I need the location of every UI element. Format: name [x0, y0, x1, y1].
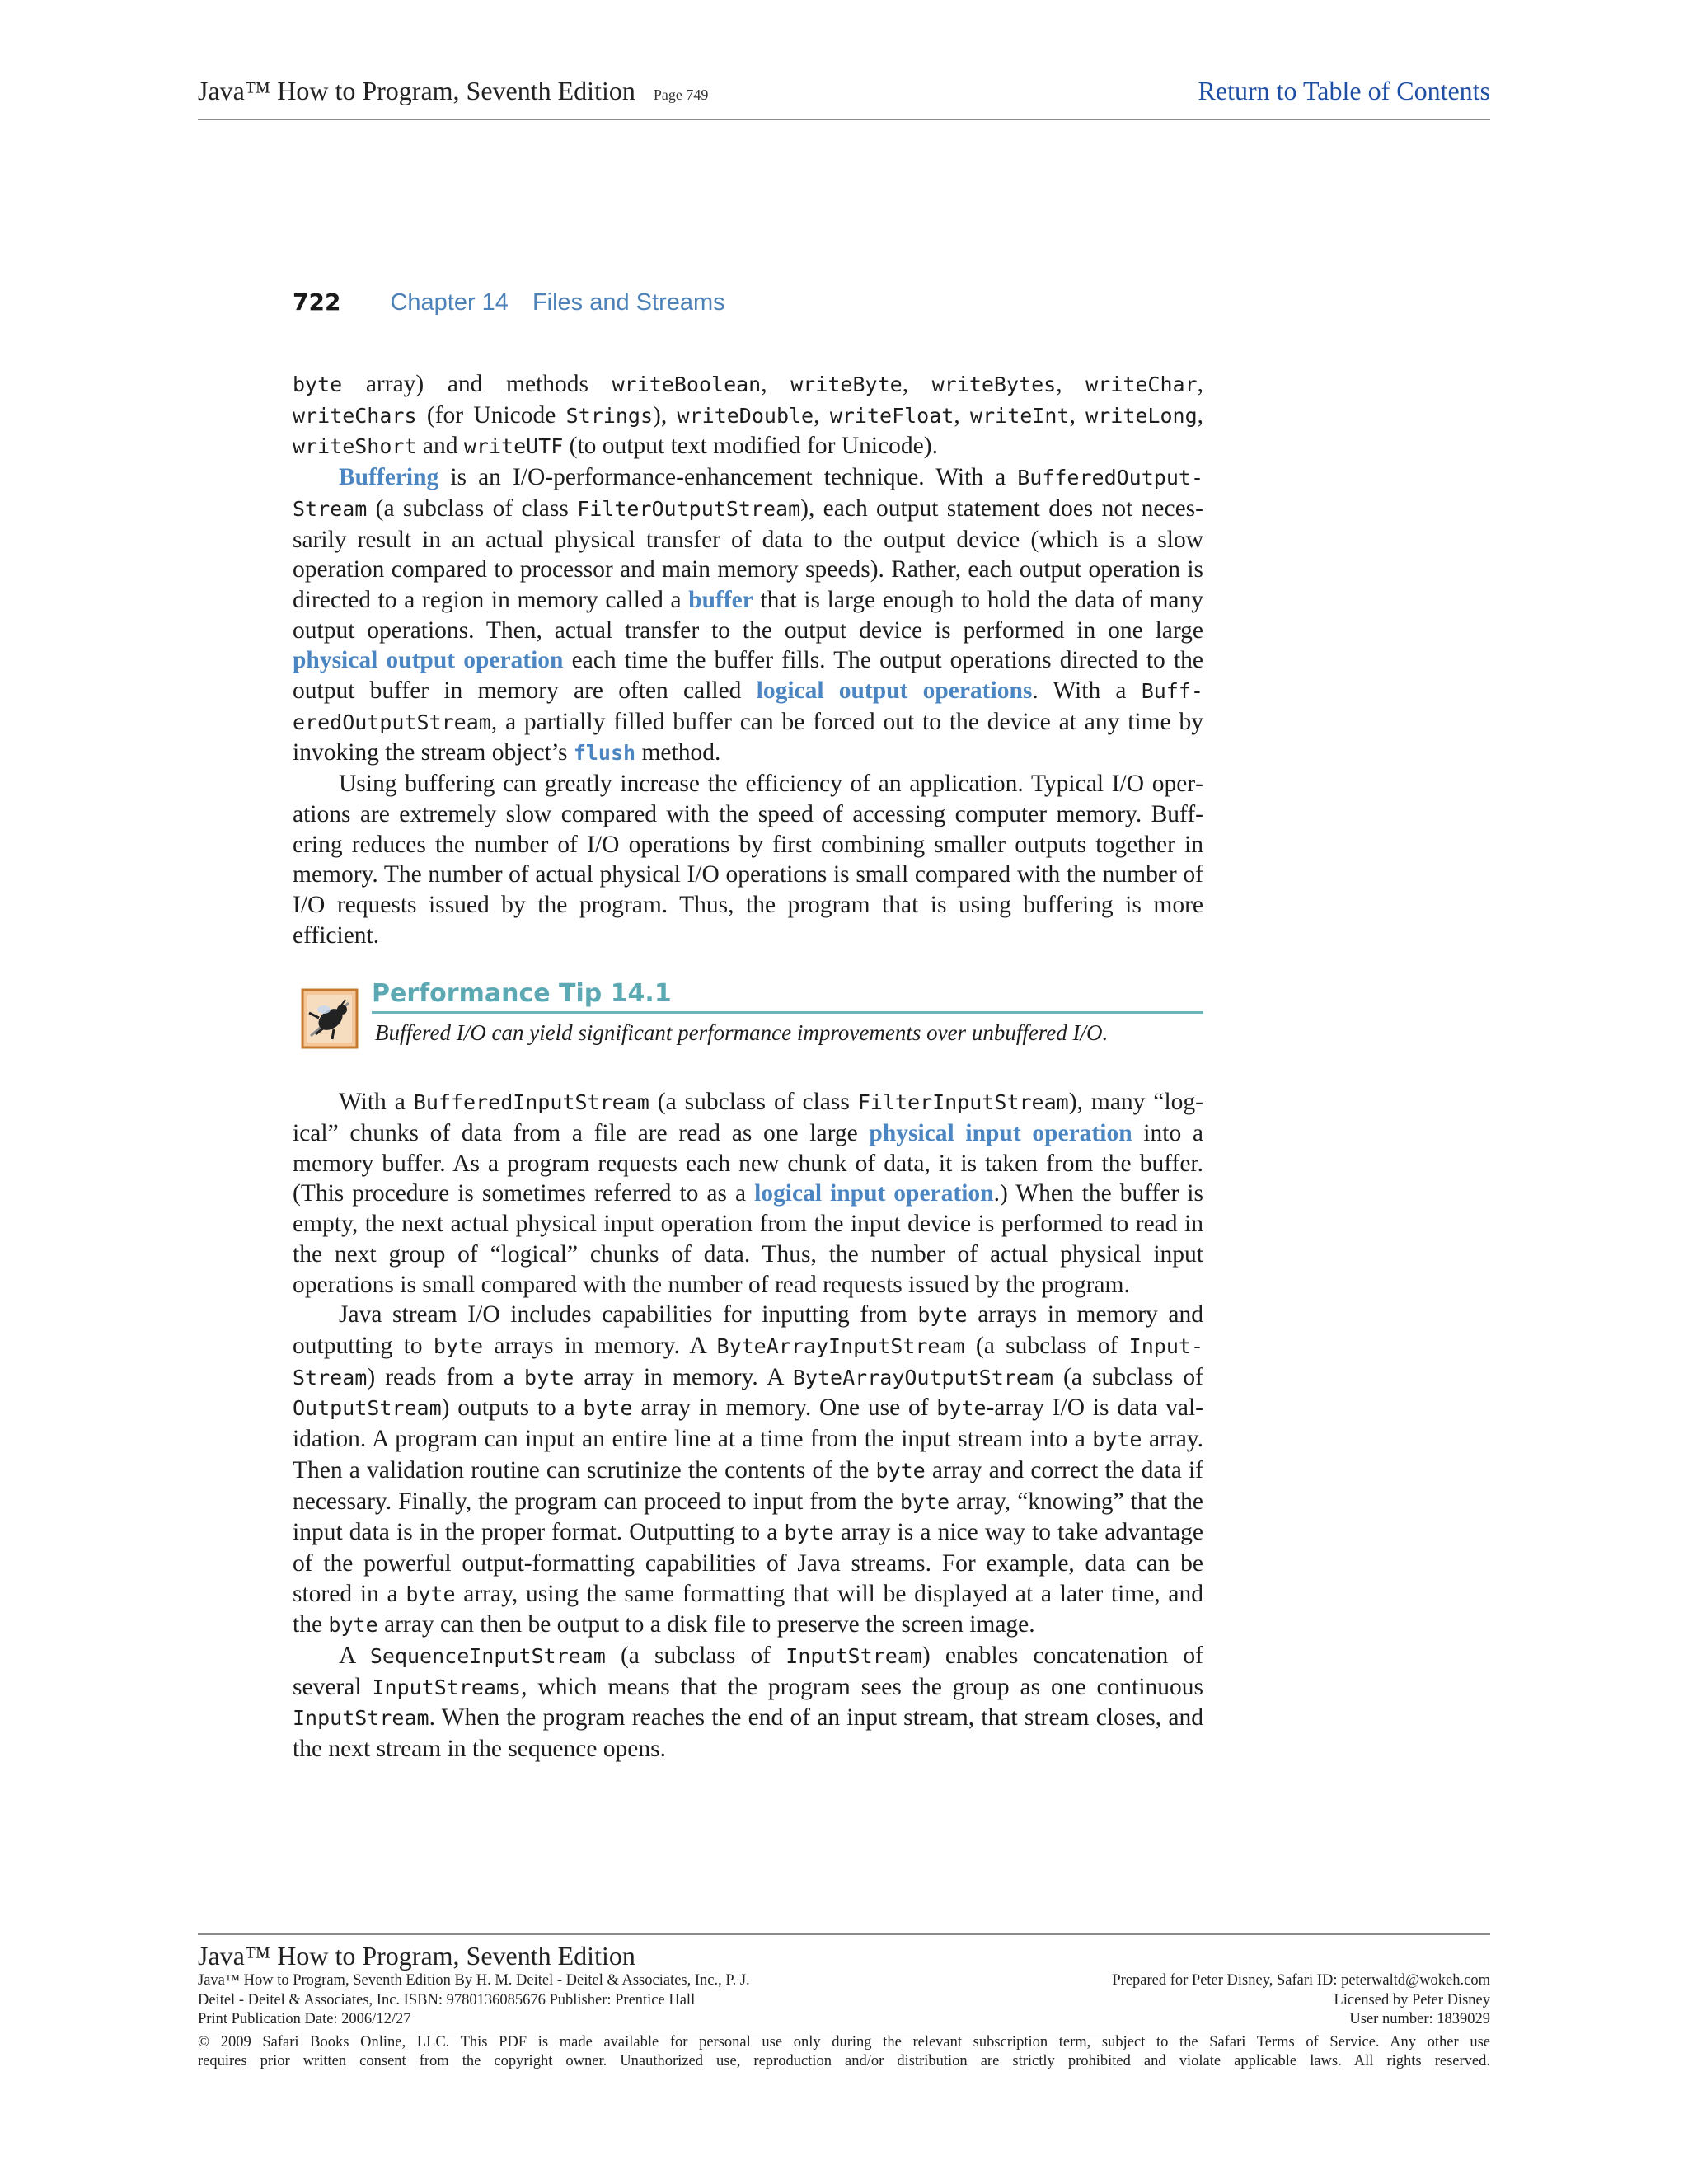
page-header [198, 73, 1490, 120]
book-title-text: Java™ How to Program, Seventh Edition [198, 76, 635, 105]
performance-tip [293, 978, 1203, 1054]
footer-publication-date: Print Publication Date: 2006/12/27 [198, 2011, 411, 2027]
page-number: 722 [293, 288, 341, 316]
footer-user-number: User number: 1839029 [1349, 2011, 1490, 2027]
paragraph-byte-array-streams: Java stream I/O includes capabilities for inputting from byte arrays in memory and outputting to byte arrays in memory. A ByteArrayInputStream (a subclass of InputStream) reads from a byte array in memory. A ByteArrayOutputStream (a subclass of OutputStream) outputs to a byte array in memory. One use of byte-array I/O is data validation. A program can input an entire line at a time from the input stream into a byte array. Then a validation routine can scrutinize the contents of the byte array and correct the data if necessary. Finally, the program can proceed to input from the byte array, “knowing” that the input data is in the proper format. Outputting to a byte array is a nice way to take advantage of the powerful output-formatting capabilities of Java streams. For example, data can be stored in a byte array, using the same formatting that will be displayed at a later time, and the byte array can then be output to a disk file to preserve the screen image. [293, 1301, 1203, 1638]
footer-book-title: Java™ How to Program, Seventh Edition [198, 1941, 635, 1971]
tip-text: Buffered I/O can yield significant performance improvements over unbuffered I/O. [375, 1020, 1109, 1046]
footer-licensed-by: Licensed by Peter Disney [1334, 1991, 1490, 2008]
header-page-label: Page 749 [653, 87, 709, 103]
header-book-title [198, 76, 708, 106]
running-head [293, 288, 1199, 316]
paragraph-buffered-input: With a BufferedInputStream (a subclass of class FilterInputStream), many “logical” chunks of data from a file are read as one large physical input operation into a memory buffer. As a program requests each new chunk of data, it is taken from the buffer. (This procedure is sometimes referred to as a logical input operation.) When the buffer is empty, the next actual physical input operation from the input device is performed to read in the next group of “logical” chunks of data. Thus, the number of actual physical input operations is small compared with the number of read requests issued by the program. [293, 1089, 1203, 1298]
footer-copyright-line-1: © 2009 Safari Books Online, LLC. This PDF is made available for personal use only during the relevant subscription term, subject to the Safari Terms of Service. Any other use [198, 2033, 1490, 2050]
paragraph-sequence-input-stream: A SequenceInputStream (a subclass of InputStream) enables concatenation of several InputStreams, which means that the program sees the group as one continuous InputStream. When the program reaches the end of an input stream, that stream closes, and the next stream in the sequence opens. [293, 1643, 1203, 1763]
performance-tip-bug-icon [299, 985, 362, 1051]
paragraph-buffering: Buffering is an I/O-performance-enhancement technique. With a BufferedOutputStream (a subclass of class FilterOutputStream), each output statement does not necessarily result in an actual physical transfer of data to the output device (which is a slow operation compared to processor and main memory speeds). Rather, each output operation is directed to a region in memory called a buffer that is large enough to hold the data of many output operations. Then, actual transfer to the output device is performed in one large physical output operation each time the buffer fills. The output operations directed to the output buffer in memory are often called logical output operations. With a BufferedOutputStream, a partially filled buffer can be forced out to the device at any time by invoking the stream object’s flush method. [293, 464, 1204, 766]
footer-copyright [198, 2032, 1490, 2072]
tip-title: Performance Tip 14.1 [372, 978, 1203, 1014]
paragraph-buffering-efficiency: Using buffering can greatly increase the efficiency of an application. Typical I/O operations are extremely slow compared with the speed of accessing computer memory. Buffering reduces the number of I/O operations by first combining smaller outputs together in memory. The number of actual physical I/O operations is small compared with the number of I/O requests issued by the program. Thus, the program that is using buffering is more efficient. [293, 771, 1203, 949]
return-to-toc-link[interactable]: Return to Table of Contents [1198, 76, 1490, 105]
footer-row-1 [198, 1971, 1490, 1991]
page-footer [198, 1933, 1490, 2072]
footer-isbn-publisher: Deitel - Deitel & Associates, Inc. ISBN: 9780136085676 Publisher: Prentice Hall [198, 1991, 696, 2008]
chapter-title: Chapter 14 Files and Streams [390, 289, 725, 316]
page-body [293, 369, 1203, 1765]
paragraph-data-output-methods: byte array) and methods writeBoolean, writeByte, writeBytes, writeChar, writeChars (for Unicode Strings), writeDouble, writeFloat, writeInt, writeLong, writeShort and writeUTF (to output text modified for Unicode). [293, 371, 1204, 460]
footer-row-3 [198, 2010, 1490, 2030]
footer-row-2 [198, 1991, 1490, 2011]
footer-book-credits: Java™ How to Program, Seventh Edition By H. M. Deitel - Deitel & Associates, Inc., P. J. [198, 1972, 750, 1989]
footer-copyright-line-2: requires prior written consent from the copyright owner. Unauthorized use, reproduction and/or distribution are strictly prohibited and violate applicable laws. All rights reserved. [198, 2053, 1490, 2069]
footer-prepared-for: Prepared for Peter Disney, Safari ID: peterwaltd@wokeh.com [1112, 1972, 1490, 1989]
